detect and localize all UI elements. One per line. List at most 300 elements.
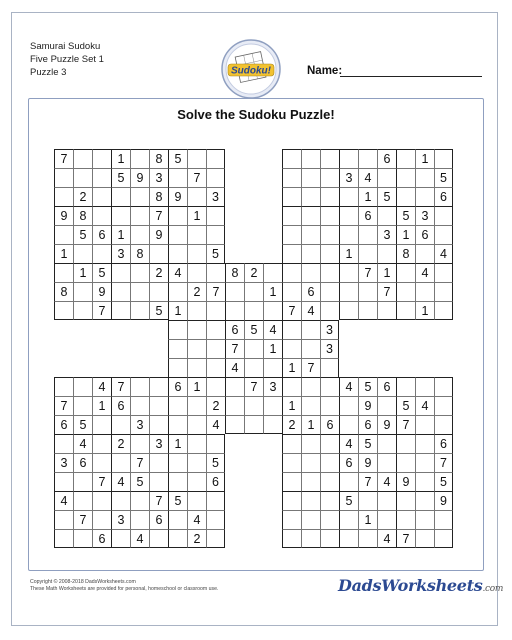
sudoku-cell[interactable]: 1 (187, 377, 206, 396)
sudoku-cell[interactable]: 9 (54, 206, 73, 225)
sudoku-cell[interactable]: 7 (54, 396, 73, 415)
sudoku-cell[interactable] (339, 282, 358, 301)
sudoku-cell[interactable]: 6 (415, 225, 434, 244)
sudoku-cell[interactable]: 6 (434, 187, 453, 206)
sudoku-cell[interactable] (377, 434, 396, 453)
sudoku-cell[interactable]: 5 (92, 263, 111, 282)
sudoku-cell[interactable] (168, 206, 187, 225)
sudoku-cell[interactable]: 6 (168, 377, 187, 396)
sudoku-cell[interactable]: 3 (111, 510, 130, 529)
sudoku-cell[interactable] (130, 187, 149, 206)
sudoku-cell[interactable] (206, 358, 225, 377)
sudoku-cell[interactable] (415, 434, 434, 453)
sudoku-cell[interactable] (111, 187, 130, 206)
sudoku-cell[interactable]: 1 (168, 301, 187, 320)
sudoku-cell[interactable] (434, 510, 453, 529)
sudoku-cell[interactable] (282, 339, 301, 358)
sudoku-cell[interactable]: 3 (415, 206, 434, 225)
sudoku-cell[interactable] (301, 396, 320, 415)
sudoku-cell[interactable] (301, 510, 320, 529)
sudoku-cell[interactable] (282, 168, 301, 187)
sudoku-cell[interactable] (434, 415, 453, 434)
sudoku-cell[interactable] (168, 339, 187, 358)
sudoku-cell[interactable]: 5 (339, 491, 358, 510)
sudoku-cell[interactable]: 1 (263, 282, 282, 301)
sudoku-cell[interactable]: 6 (377, 149, 396, 168)
sudoku-cell[interactable] (73, 282, 92, 301)
sudoku-cell[interactable] (73, 149, 92, 168)
sudoku-cell[interactable] (149, 453, 168, 472)
sudoku-cell[interactable]: 3 (206, 187, 225, 206)
sudoku-cell[interactable] (339, 472, 358, 491)
sudoku-cell[interactable] (168, 396, 187, 415)
sudoku-cell[interactable]: 4 (377, 529, 396, 548)
sudoku-cell[interactable] (396, 149, 415, 168)
sudoku-cell[interactable] (301, 453, 320, 472)
sudoku-cell[interactable]: 5 (358, 377, 377, 396)
sudoku-cell[interactable] (73, 396, 92, 415)
sudoku-cell[interactable]: 7 (92, 301, 111, 320)
sudoku-cell[interactable]: 7 (358, 263, 377, 282)
sudoku-cell[interactable]: 5 (206, 244, 225, 263)
sudoku-cell[interactable] (111, 206, 130, 225)
sudoku-cell[interactable]: 3 (54, 453, 73, 472)
sudoku-cell[interactable] (263, 358, 282, 377)
sudoku-cell[interactable] (225, 377, 244, 396)
sudoku-cell[interactable] (149, 415, 168, 434)
sudoku-cell[interactable] (111, 529, 130, 548)
sudoku-cell[interactable] (301, 149, 320, 168)
sudoku-cell[interactable] (73, 472, 92, 491)
sudoku-cell[interactable] (320, 225, 339, 244)
sudoku-cell[interactable] (396, 434, 415, 453)
sudoku-cell[interactable]: 8 (130, 244, 149, 263)
sudoku-cell[interactable] (168, 472, 187, 491)
sudoku-cell[interactable]: 3 (111, 244, 130, 263)
sudoku-cell[interactable]: 1 (282, 358, 301, 377)
sudoku-cell[interactable] (187, 396, 206, 415)
sudoku-cell[interactable]: 5 (206, 453, 225, 472)
sudoku-cell[interactable] (301, 529, 320, 548)
sudoku-cell[interactable] (244, 358, 263, 377)
sudoku-cell[interactable] (415, 168, 434, 187)
sudoku-cell[interactable] (301, 187, 320, 206)
sudoku-cell[interactable]: 2 (206, 396, 225, 415)
sudoku-cell[interactable] (92, 453, 111, 472)
sudoku-cell[interactable] (377, 491, 396, 510)
sudoku-cell[interactable]: 7 (282, 301, 301, 320)
sudoku-cell[interactable]: 5 (73, 415, 92, 434)
sudoku-cell[interactable] (282, 453, 301, 472)
sudoku-cell[interactable] (225, 396, 244, 415)
sudoku-cell[interactable] (282, 225, 301, 244)
sudoku-cell[interactable]: 1 (301, 415, 320, 434)
sudoku-cell[interactable] (149, 282, 168, 301)
sudoku-cell[interactable]: 4 (92, 377, 111, 396)
sudoku-cell[interactable] (92, 415, 111, 434)
sudoku-cell[interactable] (320, 453, 339, 472)
sudoku-cell[interactable] (168, 225, 187, 244)
sudoku-cell[interactable] (320, 396, 339, 415)
sudoku-cell[interactable] (301, 339, 320, 358)
sudoku-cell[interactable] (415, 282, 434, 301)
sudoku-cell[interactable]: 6 (301, 282, 320, 301)
sudoku-cell[interactable]: 1 (168, 434, 187, 453)
sudoku-cell[interactable] (415, 491, 434, 510)
sudoku-cell[interactable]: 1 (54, 244, 73, 263)
sudoku-cell[interactable] (54, 529, 73, 548)
sudoku-cell[interactable]: 4 (73, 434, 92, 453)
sudoku-cell[interactable] (130, 225, 149, 244)
sudoku-cell[interactable]: 1 (263, 339, 282, 358)
sudoku-cell[interactable] (320, 358, 339, 377)
sudoku-cell[interactable] (339, 529, 358, 548)
sudoku-cell[interactable]: 1 (377, 263, 396, 282)
sudoku-cell[interactable] (339, 263, 358, 282)
sudoku-cell[interactable] (54, 225, 73, 244)
sudoku-cell[interactable]: 7 (149, 206, 168, 225)
sudoku-cell[interactable] (187, 415, 206, 434)
sudoku-cell[interactable] (263, 396, 282, 415)
sudoku-cell[interactable] (187, 434, 206, 453)
sudoku-cell[interactable] (415, 510, 434, 529)
sudoku-cell[interactable] (130, 282, 149, 301)
sudoku-cell[interactable] (92, 187, 111, 206)
sudoku-cell[interactable] (377, 244, 396, 263)
sudoku-cell[interactable]: 6 (339, 453, 358, 472)
sudoku-cell[interactable] (282, 263, 301, 282)
sudoku-cell[interactable]: 8 (149, 187, 168, 206)
sudoku-cell[interactable]: 7 (358, 472, 377, 491)
sudoku-cell[interactable]: 4 (377, 472, 396, 491)
sudoku-cell[interactable]: 9 (377, 415, 396, 434)
sudoku-cell[interactable]: 3 (339, 168, 358, 187)
sudoku-cell[interactable] (168, 358, 187, 377)
sudoku-cell[interactable] (415, 244, 434, 263)
sudoku-cell[interactable] (206, 529, 225, 548)
sudoku-cell[interactable] (130, 263, 149, 282)
sudoku-cell[interactable] (73, 377, 92, 396)
sudoku-cell[interactable]: 8 (149, 149, 168, 168)
sudoku-cell[interactable] (358, 244, 377, 263)
sudoku-cell[interactable]: 6 (92, 529, 111, 548)
sudoku-cell[interactable]: 8 (54, 282, 73, 301)
sudoku-cell[interactable] (92, 510, 111, 529)
sudoku-cell[interactable] (339, 510, 358, 529)
sudoku-cell[interactable] (377, 453, 396, 472)
sudoku-cell[interactable] (149, 377, 168, 396)
sudoku-cell[interactable]: 7 (130, 453, 149, 472)
sudoku-cell[interactable] (377, 301, 396, 320)
sudoku-cell[interactable] (282, 377, 301, 396)
sudoku-cell[interactable]: 7 (187, 168, 206, 187)
sudoku-cell[interactable]: 7 (396, 415, 415, 434)
sudoku-cell[interactable]: 7 (434, 453, 453, 472)
sudoku-cell[interactable]: 9 (130, 168, 149, 187)
sudoku-cell[interactable] (415, 453, 434, 472)
sudoku-cell[interactable] (187, 301, 206, 320)
sudoku-cell[interactable] (301, 206, 320, 225)
sudoku-cell[interactable] (282, 149, 301, 168)
sudoku-cell[interactable]: 4 (206, 415, 225, 434)
sudoku-cell[interactable]: 2 (111, 434, 130, 453)
sudoku-cell[interactable]: 3 (320, 320, 339, 339)
sudoku-cell[interactable]: 2 (282, 415, 301, 434)
sudoku-cell[interactable]: 2 (73, 187, 92, 206)
sudoku-cell[interactable] (301, 434, 320, 453)
sudoku-cell[interactable]: 3 (130, 415, 149, 434)
sudoku-cell[interactable]: 5 (358, 434, 377, 453)
sudoku-cell[interactable] (225, 301, 244, 320)
sudoku-cell[interactable] (396, 377, 415, 396)
sudoku-cell[interactable] (130, 377, 149, 396)
sudoku-cell[interactable]: 2 (187, 282, 206, 301)
sudoku-cell[interactable] (320, 263, 339, 282)
sudoku-cell[interactable] (111, 282, 130, 301)
sudoku-cell[interactable] (434, 206, 453, 225)
sudoku-cell[interactable] (54, 187, 73, 206)
sudoku-cell[interactable] (434, 396, 453, 415)
sudoku-cell[interactable]: 5 (396, 396, 415, 415)
sudoku-cell[interactable] (434, 225, 453, 244)
sudoku-cell[interactable] (320, 301, 339, 320)
sudoku-cell[interactable] (358, 491, 377, 510)
sudoku-cell[interactable] (92, 206, 111, 225)
sudoku-cell[interactable] (358, 301, 377, 320)
sudoku-cell[interactable] (54, 510, 73, 529)
sudoku-cell[interactable] (187, 358, 206, 377)
sudoku-cell[interactable] (54, 377, 73, 396)
sudoku-cell[interactable]: 9 (358, 396, 377, 415)
sudoku-cell[interactable] (339, 187, 358, 206)
sudoku-cell[interactable] (130, 434, 149, 453)
sudoku-cell[interactable]: 4 (225, 358, 244, 377)
sudoku-cell[interactable] (396, 263, 415, 282)
sudoku-cell[interactable] (168, 453, 187, 472)
sudoku-cell[interactable] (377, 510, 396, 529)
sudoku-cell[interactable] (301, 491, 320, 510)
sudoku-cell[interactable] (415, 187, 434, 206)
sudoku-cell[interactable] (206, 168, 225, 187)
sudoku-cell[interactable]: 4 (415, 263, 434, 282)
sudoku-cell[interactable]: 4 (434, 244, 453, 263)
sudoku-cell[interactable]: 1 (415, 301, 434, 320)
sudoku-cell[interactable]: 9 (92, 282, 111, 301)
sudoku-cell[interactable]: 4 (263, 320, 282, 339)
sudoku-cell[interactable]: 2 (244, 263, 263, 282)
sudoku-cell[interactable] (92, 149, 111, 168)
sudoku-cell[interactable] (206, 263, 225, 282)
sudoku-cell[interactable]: 4 (54, 491, 73, 510)
name-field[interactable] (340, 76, 482, 77)
sudoku-cell[interactable] (396, 187, 415, 206)
sudoku-cell[interactable] (396, 301, 415, 320)
sudoku-cell[interactable] (187, 339, 206, 358)
sudoku-cell[interactable] (244, 415, 263, 434)
sudoku-cell[interactable]: 5 (244, 320, 263, 339)
sudoku-cell[interactable]: 4 (339, 434, 358, 453)
sudoku-cell[interactable] (263, 301, 282, 320)
sudoku-cell[interactable] (339, 206, 358, 225)
sudoku-cell[interactable]: 7 (301, 358, 320, 377)
sudoku-cell[interactable] (168, 320, 187, 339)
sudoku-cell[interactable] (244, 282, 263, 301)
sudoku-cell[interactable] (434, 529, 453, 548)
sudoku-cell[interactable]: 3 (263, 377, 282, 396)
sudoku-cell[interactable] (206, 206, 225, 225)
sudoku-cell[interactable]: 7 (111, 377, 130, 396)
sudoku-cell[interactable]: 5 (396, 206, 415, 225)
sudoku-cell[interactable] (187, 225, 206, 244)
sudoku-cell[interactable] (187, 320, 206, 339)
sudoku-cell[interactable]: 1 (358, 187, 377, 206)
sudoku-cell[interactable]: 6 (358, 206, 377, 225)
sudoku-cell[interactable] (225, 282, 244, 301)
sudoku-cell[interactable]: 5 (111, 168, 130, 187)
sudoku-cell[interactable] (320, 244, 339, 263)
sudoku-cell[interactable] (73, 168, 92, 187)
sudoku-cell[interactable] (282, 434, 301, 453)
sudoku-cell[interactable] (263, 263, 282, 282)
sudoku-cell[interactable]: 1 (111, 225, 130, 244)
sudoku-cell[interactable]: 5 (73, 225, 92, 244)
sudoku-cell[interactable] (434, 149, 453, 168)
sudoku-cell[interactable] (168, 168, 187, 187)
sudoku-cell[interactable] (130, 206, 149, 225)
sudoku-cell[interactable] (282, 187, 301, 206)
sudoku-cell[interactable]: 8 (225, 263, 244, 282)
sudoku-cell[interactable] (130, 149, 149, 168)
sudoku-cell[interactable] (54, 472, 73, 491)
sudoku-cell[interactable] (415, 529, 434, 548)
sudoku-cell[interactable]: 3 (320, 339, 339, 358)
sudoku-cell[interactable] (320, 168, 339, 187)
sudoku-cell[interactable]: 1 (339, 244, 358, 263)
sudoku-cell[interactable] (396, 491, 415, 510)
sudoku-cell[interactable] (301, 244, 320, 263)
sudoku-cell[interactable]: 7 (244, 377, 263, 396)
sudoku-cell[interactable]: 4 (187, 510, 206, 529)
sudoku-cell[interactable] (206, 510, 225, 529)
sudoku-cell[interactable] (206, 434, 225, 453)
sudoku-cell[interactable] (149, 244, 168, 263)
sudoku-cell[interactable] (111, 453, 130, 472)
sudoku-cell[interactable] (320, 149, 339, 168)
sudoku-cell[interactable]: 4 (301, 301, 320, 320)
sudoku-cell[interactable]: 6 (92, 225, 111, 244)
sudoku-cell[interactable] (396, 510, 415, 529)
sudoku-cell[interactable]: 6 (73, 453, 92, 472)
sudoku-cell[interactable] (434, 263, 453, 282)
sudoku-cell[interactable] (111, 491, 130, 510)
sudoku-cell[interactable] (92, 434, 111, 453)
sudoku-cell[interactable]: 3 (149, 168, 168, 187)
sudoku-cell[interactable] (301, 263, 320, 282)
sudoku-cell[interactable]: 5 (149, 301, 168, 320)
sudoku-cell[interactable] (187, 187, 206, 206)
sudoku-cell[interactable]: 5 (434, 168, 453, 187)
sudoku-cell[interactable] (149, 472, 168, 491)
sudoku-cell[interactable] (282, 320, 301, 339)
sudoku-cell[interactable] (339, 225, 358, 244)
sudoku-cell[interactable] (168, 244, 187, 263)
sudoku-cell[interactable]: 7 (225, 339, 244, 358)
sudoku-cell[interactable]: 9 (149, 225, 168, 244)
sudoku-cell[interactable] (396, 282, 415, 301)
sudoku-cell[interactable] (434, 377, 453, 396)
sudoku-cell[interactable] (320, 472, 339, 491)
sudoku-cell[interactable] (73, 529, 92, 548)
sudoku-cell[interactable] (130, 510, 149, 529)
sudoku-cell[interactable] (415, 415, 434, 434)
sudoku-cell[interactable] (358, 149, 377, 168)
sudoku-cell[interactable] (244, 301, 263, 320)
sudoku-cell[interactable]: 7 (396, 529, 415, 548)
sudoku-cell[interactable] (320, 187, 339, 206)
sudoku-cell[interactable] (130, 396, 149, 415)
sudoku-cell[interactable] (244, 339, 263, 358)
sudoku-cell[interactable] (187, 453, 206, 472)
sudoku-cell[interactable] (73, 244, 92, 263)
sudoku-cell[interactable] (434, 282, 453, 301)
sudoku-cell[interactable] (415, 377, 434, 396)
sudoku-cell[interactable] (111, 301, 130, 320)
sudoku-cell[interactable] (92, 491, 111, 510)
sudoku-cell[interactable]: 8 (396, 244, 415, 263)
sudoku-cell[interactable] (339, 149, 358, 168)
sudoku-cell[interactable] (111, 415, 130, 434)
sudoku-cell[interactable]: 5 (434, 472, 453, 491)
sudoku-cell[interactable] (282, 472, 301, 491)
sudoku-cell[interactable]: 1 (282, 396, 301, 415)
sudoku-cell[interactable] (320, 434, 339, 453)
sudoku-cell[interactable] (377, 396, 396, 415)
sudoku-cell[interactable] (377, 206, 396, 225)
sudoku-cell[interactable]: 4 (168, 263, 187, 282)
sudoku-cell[interactable] (187, 472, 206, 491)
sudoku-cell[interactable] (73, 301, 92, 320)
sudoku-cell[interactable] (339, 415, 358, 434)
sudoku-cell[interactable]: 6 (377, 377, 396, 396)
sudoku-cell[interactable]: 3 (149, 434, 168, 453)
sudoku-cell[interactable] (339, 396, 358, 415)
sudoku-cell[interactable] (187, 491, 206, 510)
sudoku-cell[interactable] (282, 491, 301, 510)
sudoku-cell[interactable] (187, 149, 206, 168)
sudoku-cell[interactable]: 9 (396, 472, 415, 491)
sudoku-cell[interactable] (358, 282, 377, 301)
sudoku-cell[interactable] (168, 415, 187, 434)
sudoku-cell[interactable] (130, 491, 149, 510)
sudoku-cell[interactable]: 9 (434, 491, 453, 510)
sudoku-cell[interactable]: 6 (111, 396, 130, 415)
sudoku-cell[interactable]: 5 (168, 491, 187, 510)
sudoku-cell[interactable]: 7 (149, 491, 168, 510)
sudoku-cell[interactable]: 7 (54, 149, 73, 168)
sudoku-cell[interactable] (111, 263, 130, 282)
sudoku-cell[interactable] (320, 491, 339, 510)
sudoku-cell[interactable]: 5 (377, 187, 396, 206)
sudoku-cell[interactable] (301, 225, 320, 244)
sudoku-cell[interactable] (282, 529, 301, 548)
sudoku-cell[interactable]: 3 (377, 225, 396, 244)
sudoku-cell[interactable] (301, 168, 320, 187)
sudoku-cell[interactable] (301, 472, 320, 491)
sudoku-cell[interactable] (206, 301, 225, 320)
sudoku-cell[interactable] (206, 149, 225, 168)
sudoku-cell[interactable] (206, 491, 225, 510)
sudoku-cell[interactable]: 6 (149, 510, 168, 529)
